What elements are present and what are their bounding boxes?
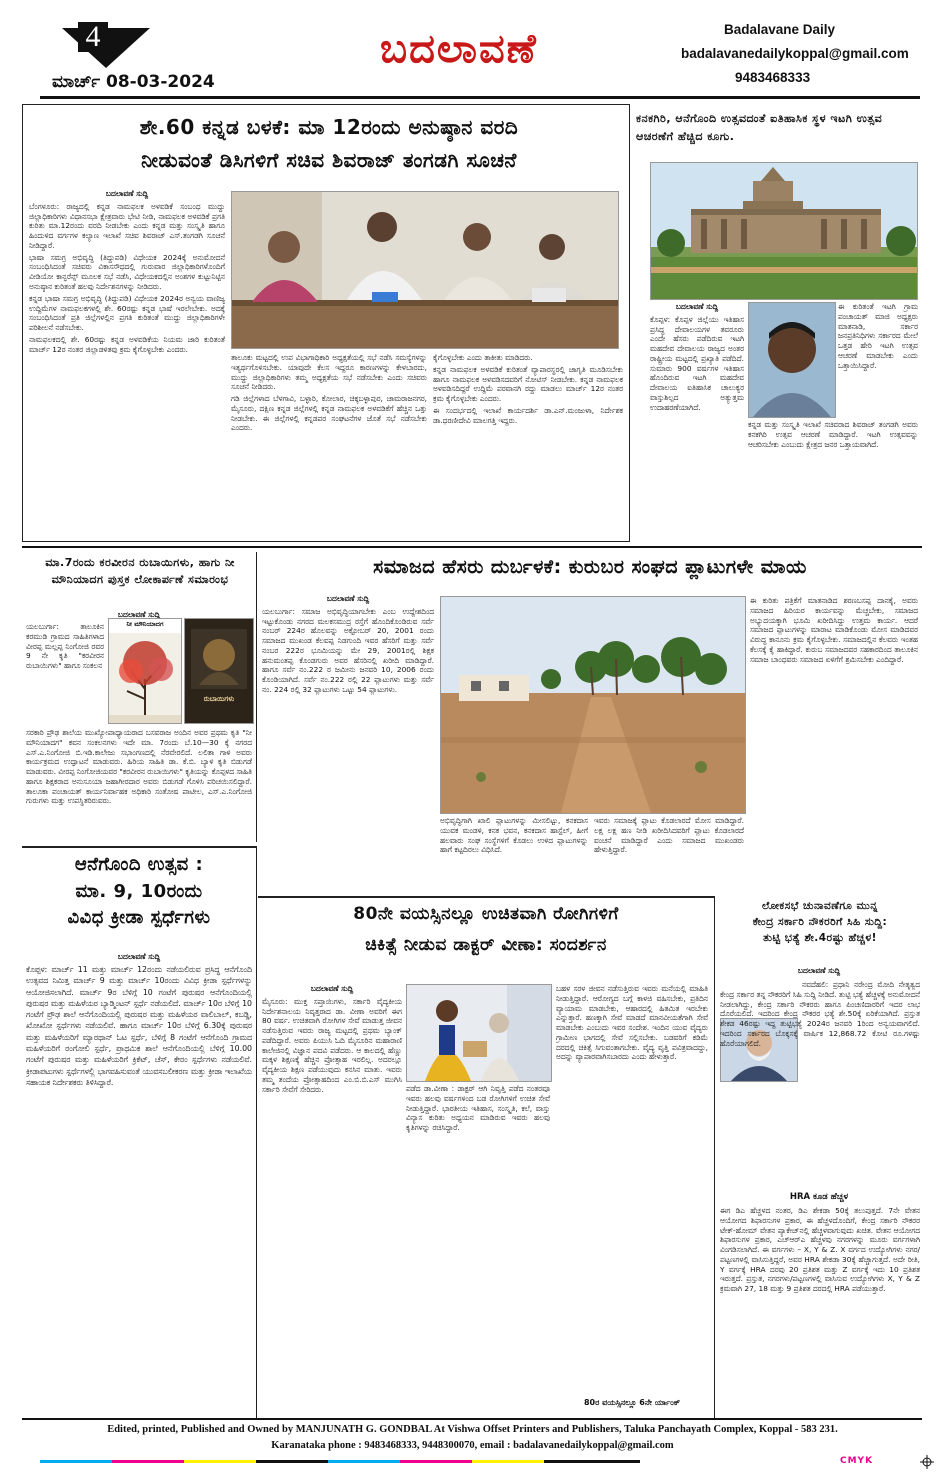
anegondi-headline xyxy=(22,854,256,930)
samaja-caption-left: ಅಭಿವೃದ್ಧಿಗಾಗಿ ಖಾಲಿ ಪ್ಲಾಟುಗಳನ್ನು ಮೀಸಲಿಟ್ಟು, ಕನಕದಾಸ ಯುವಕ ಮಂಡಳಿ, ಕನಕ ಭವನ, ಕನಕದಾಸ ಹಾಸ್ಟೆಲ್, ಹೀಗೆ ಹಲವಾರು ಸಂಘ ಸಂಸ್ಥೆಗಳಿಗೆ ಕೊಡಲು ಉಳಿದ ಪ್ಲಾಟುಗಳನ್ನು ಹಾಗೆ ಕಟ್ಟದಿರಲು ವಿಧಿಸಿದೆ. xyxy=(440,816,588,855)
samaja-headline: ಸಮಾಜದ ಹೆಸರು ದುರ್ಬಳಕೆ: ಕುರುಬರ ಸಂಘದ ಪ್ಲಾಟುಗಳೇ ಮಾಯ xyxy=(373,556,807,578)
samaja-plot-photo xyxy=(440,596,746,814)
kanakagiri-byline: ಬದಲಾವಣೆ ಸುದ್ದಿ xyxy=(675,302,719,311)
loksabha-subhead: HRA ಕೂಡ ಹೆಚ್ಚಳ xyxy=(789,1192,849,1202)
anegondi-story xyxy=(22,846,257,1420)
kanakagiri-col2 xyxy=(838,302,918,416)
kanakagiri-story xyxy=(628,104,923,540)
lead-para: ಈ ಸಂದರ್ಭದಲ್ಲಿ ಇಲಾಖೆ ಕಾರ್ಯದರ್ಶಿ ಡಾ.ಎನ್.ಮಂಜುಳಾ, ನಿರ್ದೇಶಕ ಡಾ.ಧರಣೀದೇವಿ ಮಾಲಗತ್ತಿ ಇದ್ದರು. xyxy=(433,405,623,425)
book-body: ಸರಕಾರಿ ಪ್ರೌಢ ಶಾಲೆಯ ಮುಖ್ಯೋಪಾಧ್ಯಾಯರಾದ ಬಸವರಾಜ ಅಂದಿನ ಅವರ ಪ್ರಥಮ ಕೃತಿ "ನೀ ಮೌನಿಯಾದಗ" ಕವನ ಸಂಕಲನಗಳು ಇದೇ ಮಾ. 7ರಂದು ಬೆ.10—30 ಕ್ಕೆ ನಗರದ ಎಸ್.ಎ.ನಿಂಗೋಜಿ ಬಿ.ಇಡಿ.ಕಾಲೇಜು ಸಭಾಂಗಣದಲ್ಲಿ ನೆರವೇರಲಿದೆ. ಲಲಿತಾ ಗಾಳಿ ಅವರು ಕಾರ್ಯಕ್ರಮದ ಉದ್ಘಾಟನೆ ಮಾಡುವರು. ಹಿರಿಯ ಸಾಹಿತಿ ಡಾ. ಕೆ.ಬಿ. ಬ್ಯಾಳಿ ಕೃತಿ ಬಿಡುಗಡೆ ಮಾಡುವರು. ವೀರಪ್ಪ ನಿಂಗೋಜಿಯವರ "ಕರವೀರನ ರುಬಾಯಿಗಳು" ಕೃತಿಯನ್ನು ಕೊಪ್ಪಳದ ಸಾಹಿತಿ ಹಾಗೂ ಶಿಕ್ಷಕರಾದ ಅನುಸೂಯಾ ಜಹಾಗೀರದಾರ ಅವರು ಬಿಡುಗಡೆ ಗೊಳಿಸಿ ಪರಿಚಯಿಸಲಿದ್ದಾರೆ. ತಾಲೂಕಾ ಪಂಚಾಯತ್ ಕಾರ್ಯನಿರ್ವಾಹಕ ಅಧಿಕಾರಿ ಸಂತೋಷ ಪಾಟೀಲ, ಎಸ್.ಎ.ನಿಂಗೋಜಿ ಗುರುಗಳು ಮತ್ತು ಉಪಸ್ಥಿತರಿರುವರು. xyxy=(26,728,252,806)
kanakagiri-para: ಕನ್ನಡ ಮತ್ತು ಸಂಸ್ಕೃತಿ ಇಲಾಖೆ ಸಚಿವರಾದ ಶಿವರಾಜ್ ತಂಗಡಗಿ ಅವರು ಕನಕಗಿರಿ ಉತ್ಸವ ಆಚರಣೆ ಮಾಡಿದ್ದಾರೆ. ಇಟಗಿ ಉತ್ಸವವನ್ನು ಆಚರಿಸಬೇಕು ಎಂಬುದು ಕ್ಷೇತ್ರದ ಜನರ ಒತ್ತಾಯವಾಗಿದೆ. xyxy=(748,420,918,449)
lead-col2 xyxy=(231,353,427,537)
lead-headline-line1: ಶೇ.60 ಕನ್ನಡ ಬಳಕೆ: ಮಾ 12ರಂದು ಅನುಷ್ಠಾನ ವರದಿ xyxy=(139,115,519,139)
doctor-col1 xyxy=(262,984,402,1414)
doctor-bottom-note: 80ರ ವಯಸ್ಸಿನಲ್ಲೂ 6ನೇ ರ್ಯಾಂಕ್ xyxy=(583,1398,681,1407)
lead-story xyxy=(22,104,630,542)
lead-col1 xyxy=(29,189,225,537)
lead-col3 xyxy=(433,353,623,537)
kanakagiri-headline: ಕನಕಗಿರಿ, ಆನೆಗೊಂದಿ ಉತ್ಸವದಂತೆ ಐತಿಹಾಸಿಕ ಸ್ಥಳ ಇಟಗಿ ಉತ್ಸವ ಆಚರಣೆಗೆ ಹೆಚ್ಚಿದ ಕೂಗು. xyxy=(636,112,883,144)
doctor-photo-caption: ಪಡೆದ ಡಾ.ವೀಣಾ : ಡಾಕ್ಟರ್ ಆಗಿ ನಿವೃತ್ತಿ ಪಡೆದ ನಂತರವೂ ಇವರು ಹಲವು ವರ್ಷಗಳಿಂದ ಬಡ ರೋಗಿಗಳಿಗೆ ಉಚಿತ ಸೇವೆ ನೀಡುತ್ತಿದ್ದಾರೆ. ಭಾರತೀಯ ಇತಿಹಾಸ, ಸಂಸ್ಕೃತಿ, ಕಲೆ, ವಾಸ್ತು ವಿನ್ಯಾಸ ಕುರಿತು ಅಧ್ಯಯನ ಮಾಡಿರುವ ಇವರು ಹಲವು ಕೃತಿಗಳನ್ನು ರಚಿಸಿದ್ದಾರೆ. xyxy=(406,1084,550,1133)
lead-para: ಗಡಿ ಜಿಲ್ಲೆಗಳಾದ ಬೆಳಗಾವಿ, ಬಳ್ಳಾರಿ, ಕೋಲಾರ, ಚಿಕ್ಕಬಳ್ಳಾಪುರ, ಚಾಮರಾಜನಗರ, ಮೈಸೂರು, ದಕ್ಷಿಣ ಕನ್ನಡ ಜಿಲ್ಲೆಗಳಲ್ಲಿ ಕನ್ನಡ ನಾಮಫಲಕ ಅಳವಡಿಕೆಗೆ ಹೆಚ್ಚಿನ ಒತ್ತು ನೀಡಬೇಕು. ಈ ಜಿಲ್ಲೆಗಳಲ್ಲಿ ಕನ್ನಡಪರ ಸಂಘಟನೆಗಳ ಜೊತೆ ಸಭೆ ನಡೆಸಬೇಕು ಎಂದರು. xyxy=(231,394,427,433)
doctor-story xyxy=(258,896,715,1420)
doctor-headline-line2: ಚಿಕಿತ್ಸೆ ನೀಡುವ ಡಾಕ್ಟರ್ ವೀಣಾ: ಸಂದರ್ಶನ xyxy=(365,935,607,956)
color-registration-bar xyxy=(40,1460,640,1463)
loksabha-byline: ಬದಲಾವಣೆ ಸುದ್ದಿ xyxy=(797,966,841,975)
lead-byline: ಬದಲಾವಣೆ ಸುದ್ದಿ xyxy=(105,189,149,198)
anegondi-headline-line3: ವಿವಿಧ ಕ್ರೀಡಾ ಸ್ಪರ್ಧೆಗಳು xyxy=(67,907,211,928)
kanakagiri-temple-photo xyxy=(650,162,918,300)
doctor-byline: ಬದಲಾವಣೆ ಸುದ್ದಿ xyxy=(310,984,354,993)
kanakagiri-para: ಈ ಕುರಿತಂತೆ ಇಟಗಿ ಗ್ರಾಮ ಪಂಚಾಯತ್ ಮಾಜಿ ಅಧ್ಯಕ್ಷರು ಮಾತನಾಡಿ, ಸರ್ಕಾರ ಜನಪ್ರತಿನಿಧಿಗಳು ಸರ್ಕಾರದ ಮೇಲೆ ಒತ್ತಡ ಹೇರಿ ಇಟಗಿ ಉತ್ಸವ ಆಚರಣೆ ಮಾಡಬೇಕು ಎಂದು ಒತ್ತಾಯಿಸಿದ್ದಾರೆ. xyxy=(838,302,918,370)
masthead-rule xyxy=(40,96,920,99)
samaja-byline: ಬದಲಾವಣೆ ಸುದ್ದಿ xyxy=(326,594,370,603)
book-headline: ಮಾ.7ರಂದು ಕರವೀರನ ರುಬಾಯಿಗಳು, ಹಾಗು ನೀ ಮೌನಿಯಾದಗ ಪುಸ್ತಕ ಲೋಕಾರ್ಪಣೆ ಸಮಾರಂಭ xyxy=(45,556,235,587)
page-number: 4 xyxy=(78,22,108,52)
kanakagiri-col1 xyxy=(650,302,744,536)
footer-imprint: Edited, printed, Published and Owned by MANJUNATH G. GONDBAL At Vishwa Offset Printers and Publishers, Taluka Panchayath Complex, Koppal - 583 231. xyxy=(107,1424,838,1435)
kanakagiri-portrait xyxy=(748,302,836,418)
loksabha-story xyxy=(716,896,922,1418)
loksabha-body: ನವದೆಹಲಿ: ಪ್ರಧಾನಿ ನರೇಂದ್ರ ಮೋದಿ ನೇತೃತ್ವದ ಕೇಂದ್ರ ಸರ್ಕಾರ ತನ್ನ ನೌಕರರಿಗೆ ಸಿಹಿ ಸುದ್ದಿ ನೀಡಿದೆ. ತುಟ್ಟಿ ಭತ್ಯೆ ಹೆಚ್ಚಳಕ್ಕೆ ಅನುಮೋದನೆ ನೀಡಲಾಗಿದ್ದು, ಕೇಂದ್ರ ಸರ್ಕಾರಿ ನೌಕರರು ಹಾಗೂ ಪಿಂಚಣಿದಾರರಿಗೆ ಇದರ ಲಾಭ ದೊರೆಯಲಿದೆ. ಇದರಿಂದ ಕೇಂದ್ರ ನೌಕರರ ಭತ್ಯೆ ಶೇ.50ಕ್ಕೆ ಏರಿಕೆಯಾಗಿದೆ. ಪ್ರಸ್ತುತ ಶೇಕಡ 46ರಷ್ಟು ಇದ್ದ ತುಟ್ಟಿಭತ್ಯೆ 2024ರ ಜನವರಿ 1ರಿಂದ ಅನ್ವಯವಾಗಲಿದೆ. ಇದರಿಂದ ಸರ್ಕಾರದ ಬೊಕ್ಕಸಕ್ಕೆ ವಾರ್ಷಿಕ 12,868.72 ಕೋಟಿ ರೂ.ಗಳಷ್ಟು ಹೊರೆಯಾಗಲಿದೆ. xyxy=(720,980,920,1048)
kanakagiri-col2b xyxy=(748,420,918,536)
samaja-para: ಯಲಬುರ್ಗಾ: ಸಮಾಜ ಅಭಿವೃದ್ಧಿಯಾಗಬೇಕು ಎಂಬ ಉದ್ದೇಶದಿಂದ ಇಟ್ಟುಕೊಂಡು ನಗರದ ಮಲಕಸಮುದ್ರ ರಸ್ತೆಗೆ ಹೊಂದಿಕೊಂಡಿರುವ ಸರ್ವೆ ನಂಬರ್ 224ರ ಹೊಲವನ್ನು ಅಕ್ಟೋಬರ್ 20, 2001 ರಂದು ಸಮಾಜದ ಮುಖಂಡ ಕೆಲವಪ್ಪ ನಿಡಗುಂದಿ ಇವರ ಹೆಸರಿಗೆ ಮತ್ತು ಸರ್ವೆ ನಂಬರ 222ರ ಭೂಮಿಯನ್ನು ಮೇ 29, 2001ರಲ್ಲಿ ಶಿಕ್ಷಕ ಹನುಮಂತಪ್ಪ ಕೊಂಡಗುರು ಅವರ ಹೆಸರಿನಲ್ಲಿ ಖರೀದಿ ಮಾಡಿದ್ದಾರೆ. ಹಾಗೂ ಸರ್ವೆ ನಂ.222 ರ ಜಮೀನು ಜನವರಿ 10, 2006 ರಂದು ಕೊಂಡಿಯಾಗಿದೆ. ಸರ್ವೆ ನಂ.222 ರಲ್ಲಿ 22 ಪ್ಲಾಟುಗಳು ಮತ್ತು ಸರ್ವೆ ನಂ. 224 ರಲ್ಲಿ 32 ಪ್ಲಾಟುಗಳು ಒಟ್ಟು 54 ಪ್ಲಾಟುಗಳು. xyxy=(262,606,434,695)
anegondi-headline-line2: ಮಾ. 9, 10ರಂದು xyxy=(75,880,203,902)
lead-para: ಕೈಗೊಳ್ಳಬೇಕು ಎಂದು ತಾಕೀತು ಮಾಡಿದರು. xyxy=(433,353,533,362)
lead-headline xyxy=(39,115,619,173)
loksabha-headline-line2: ಕೇಂದ್ರ ಸರ್ಕಾರಿ ನೌಕರರಿಗೆ ಸಿಹಿ ಸುದ್ದಿ: xyxy=(752,916,888,929)
english-name: Badalavane Daily xyxy=(724,22,836,37)
doctor-col3: ಬಹಳ ಸರಳ ಜೀವನ ನಡೆಸುತ್ತಿರುವ ಇವರು ಮನೆಯಲ್ಲಿ ಮಾಹಿತಿ ನೀಡುತ್ತಿದ್ದಾರೆ. ಆರೋಗ್ಯದ ಬಗ್ಗೆ ಕಾಳಜಿ ವಹಿಸಬೇಕು, ಪ್ರತಿದಿನ ವ್ಯಾಯಾಮ ಮಾಡಬೇಕು, ಆಹಾರದಲ್ಲಿ ಹಿತಮಿತ ಇರಬೇಕು ಎನ್ನುತ್ತಾರೆ. ಹಣಕ್ಕಾಗಿ ಸೇವೆ ಮಾಡದೆ ಮಾನವೀಯತೆಗಾಗಿ ಸೇವೆ ಮಾಡಬೇಕು ಎಂಬುದು ಇವರ ಸಂದೇಶ. ಇಂದಿನ ಯುವ ವೈದ್ಯರು ಗ್ರಾಮೀಣ ಭಾಗದಲ್ಲಿ ಸೇವೆ ಸಲ್ಲಿಸಬೇಕು. ಬಡವರಿಗೆ ಕಡಿಮೆ ದರದಲ್ಲಿ ಚಿಕಿತ್ಸೆ ಸಿಗುವಂತಾಗಬೇಕು. ವೈದ್ಯ ವೃತ್ತಿ ಪವಿತ್ರವಾದದ್ದು, ಅದನ್ನು ವ್ಯಾಪಾರವಾಗಿಸಬಾರದು ಎಂದು ಹೇಳುತ್ತಾರೆ. xyxy=(556,984,708,1062)
registration-crosshair-icon xyxy=(920,1454,934,1468)
doctor-headline-line1: 80ನೇ ವಯಸ್ಸಿನಲ್ಲೂ ಉಚಿತವಾಗಿ ರೋಗಿಗಳಿಗೆ xyxy=(353,904,619,924)
footer xyxy=(0,1418,945,1475)
masthead xyxy=(0,0,945,100)
book-cover-2 xyxy=(184,618,254,724)
anegondi-body: ಕೊಪ್ಪಳ: ಮಾರ್ಚ್ 11 ಮತ್ತು ಮಾರ್ಚ್ 12ರಂದು ನಡೆಯಲಿರುವ ಪ್ರಸಿದ್ಧ ಆನೆಗೊಂದಿ ಉತ್ಸವದ ನಿಮಿತ್ತ ಮಾರ್ಚ್ 9 ಮತ್ತು ಮಾರ್ಚ್ 10ರಂದು ವಿವಿಧ ಕ್ರೀಡಾ ಸ್ಪರ್ಧೆಗಳನ್ನು ಆಯೋಜಿಸಲಾಗಿದೆ. ಮಾರ್ಚ್ 9ರ ಬೆಳಿಗ್ಗೆ 10 ಗಂಟೆಗೆ ಪುರುಷರ ಆನೆಗೊಂದಿಯಲ್ಲಿ ಪುರುಷರ ಮತ್ತು ಮಹಿಳೆಯರ ಬ್ಯಾಡ್ಮಿಂಟನ್ ಸ್ಪರ್ಧೆ ನಡೆಯಲಿದೆ. ಮಾರ್ಚ್ 10ರ ಬೆಳಿಗ್ಗೆ 10 ಗಂಟೆಗೆ ಪ್ರೌಢ ಶಾಲೆ ಆನೆಗೊಂದಿಯಲ್ಲಿ ಪುರುಷರ ಮತ್ತು ಮಹಿಳೆಯರ ವಾಲಿಬಾಲ್, ಕಬಡ್ಡಿ, ಖೋಖೋ ಸ್ಪರ್ಧೆಗಳು ನಡೆಯಲಿವೆ. ಹಾಗೂ ಮಾರ್ಚ್ 10ರ ಬೆಳಿಗ್ಗೆ 6.30ಕ್ಕೆ ಪುರುಷರ ಮತ್ತು ಮಹಿಳೆಯರಿಗೆ ಮ್ಯಾರಥಾನ್ ಓಟ ಸ್ಪರ್ಧೆ, ಬೆಳಿಗ್ಗೆ 8 ಗಂಟೆಗೆ ಆನೆಗೊಂದಿ ಗ್ರಾಮದ ಮಹಿಳೆಯರಿಗೆ ರಂಗೋಲಿ ಸ್ಪರ್ಧೆ, ಪ್ರಾಥಮಿಕ ಶಾಲೆ ಆನೆಗೊಂದಿಯಲ್ಲಿ ಬೆಳಿಗ್ಗೆ 10.00 ಗಂಟೆಗೆ ಪುರುಷರ ಮತ್ತು ಮಹಿಳೆಯರಿಗೆ ಕ್ರಿಕೆಟ್, ಚೆಸ್, ಕೇರಂ ಸ್ಪರ್ಧೆಗಳು ನಡೆಯಲಿವೆ. ಕ್ರೀಡಾಪಟುಗಳು ಸ್ಪರ್ಧೆಗಳಲ್ಲಿ ಭಾಗವಹಿಸುವಂತೆ ಯುವಸಬಲೀಕರಣ ಮತ್ತು ಕ್ರೀಡಾ ಇಲಾಖೆಯ ಸಹಾಯಕ ನಿರ್ದೇಶಕರು ತಿಳಿಸಿದ್ದಾರೆ. xyxy=(26,965,252,1087)
footer-rule xyxy=(22,1418,922,1420)
anegondi-byline: ಬದಲಾವಣೆ ಸುದ್ದಿ xyxy=(117,952,161,961)
doctor-para: ಮೈಸೂರು: ಮುಕ್ತ ಸಪ್ತಾಯಿಗಳು, ಸರ್ಕಾರಿ ವೈದ್ಯಕೀಯ ನಿರ್ದೇಶನಾಲಯ ನಿವೃತ್ತರಾದ ಡಾ. ವೀಣಾ ಅವರಿಗೆ ಈಗ 80 ವರ್ಷ. ಉಚಿತವಾಗಿ ರೋಗಿಗಳ ಸೇವೆ ಮಾಡುತ್ತ ಜೀವನ ನಡೆಸುತ್ತಿರುವ ಇವರು ರಾಜ್ಯ ಮಟ್ಟದಲ್ಲಿ ಪ್ರಥಮ ಬ್ಯಾಂಕ್ ಪಡೆದಿದ್ದಾರೆ. ಅವರು ಪಿಯುಸಿ ಓದಿ ಮೈಸೂರಿನ ಮಹಾರಾಣಿ ಕಾಲೇಜಿನಲ್ಲಿ ವಿಜ್ಞಾನ ಪದವಿ ಪಡೆದರು. ಆ ಕಾಲದಲ್ಲಿ ಹೆಣ್ಣು ಮಕ್ಕಳ ಶಿಕ್ಷಣಕ್ಕೆ ಹೆಚ್ಚಿನ ಪ್ರೋತ್ಸಾಹ ಇರಲಿಲ್ಲ. ಅದರಲ್ಲೂ ವೈದ್ಯಕೀಯ ಶಿಕ್ಷಣ ಪಡೆಯುವುದು ಕನಸಿನ ಮಾತು. ಇವರು ತಮ್ಮ ತಂದೆಯ ಪ್ರೋತ್ಸಾಹದಿಂದ ಎಂ.ಬಿ.ಬಿ.ಎಸ್ ಮುಗಿಸಿ ಸರ್ಕಾರಿ ಸೇವೆಗೆ ಸೇರಿದರು. xyxy=(262,996,402,1094)
doctor-award-photo xyxy=(406,984,552,1082)
lead-para: ಬೆಂಗಳೂರು: ರಾಜ್ಯದಲ್ಲಿ ಕನ್ನಡ ನಾಮಫಲಕ ಅಳವಡಿಕೆ ಸಂಬಂಧ ಮುದ್ದು ಜಿಲ್ಲಾಧಿಕಾರಿಗಳು ವಿಧಾನಸಭಾ ಕ್ಷೇತ್ರವಾರು ಭೇಟಿ ನೀಡಿ, ನಾಮಫಲಕ ಅಳವಡಿಕೆ ಪ್ರಗತಿ ಕುರಿತು ಮಾ.12ರಂದು ವರದಿ ನೀಡಬೇಕು ಎಂದು ಕನ್ನಡ ಮತ್ತು ಸಂಸ್ಕೃತಿ ಹಾಗೂ ಹಿಂದುಳಿದ ವರ್ಗಗಳ ಕಲ್ಯಾಣ ಇಲಾಖೆ ಸಚಿವ ಶಿವರಾಜ್ ಎಸ್.ತಂಗಡಗಿ ಸೂಚನೆ ನೀಡಿದ್ದಾರೆ. xyxy=(29,201,225,250)
lead-para: ನಾಮಫಲಕದಲ್ಲಿ ಶೇ. 60ರಷ್ಟು ಕನ್ನಡ ಅಳವಡಿಕೆಯ ನಿಯಮ ಜಾರಿ ಕುರಿತಂತೆ ಮಾರ್ಚ್ 12ರ ನಂತರ ಜಿಲ್ಲಾಡಳಿತವು ಕ್ರಮ ಕೈಗೊಳ್ಳಬೇಕು ಎಂದರು. xyxy=(29,334,225,354)
lead-para: ಭಾಷಾ ಸಮಗ್ರ ಅಭಿವೃದ್ಧಿ (ತಿದ್ದುಪಡಿ) ವಿಧೇಯಕ 2024ಕ್ಕೆ ಅನುಮೋದನೆ ಸಂಬಂಧಿಸಿದಂತೆ ಸಚಿವರು ವಿಕಾಸಸೌಧದಲ್ಲಿ ಗುರುವಾರ ಜಿಲ್ಲಾಧಿಕಾರಿಗಳೊಂದಿಗೆ ವೀಡಿಯೋ ಕಾನ್ಫರೆನ್ಸ್ ಮೂಲಕ ಸಭೆ ನಡೆಸಿ, ವಿಧೇಯಕದಲ್ಲಿನ ಅಂಶಗಳ ಕುಟ್ಟುನಿಟ್ಟಿನ ಅನುಷ್ಠಾನ ಕುರಿತಂತೆ ಹಲವು ನಿರ್ದೇಶನಗಳನ್ನು ನೀಡಿದರು. xyxy=(29,252,225,292)
loksabha-headline-line3: ತುಟ್ಟಿ ಭತ್ಯೆ ಶೇ.4ರಷ್ಟು ಹೆಚ್ಚಳ! xyxy=(763,932,877,945)
book-intro: ಯಲಬುರ್ಗಾ: ತಾಲೂಕಿನ ಕರಮುಡಿ ಗ್ರಾಮದ ಸಾಹಿತಿಗಳಾದ ವೀರಪ್ಪ ಮಲ್ಲಪ್ಪ ನಿಂಗೋಜಿ ರವರ 9 ನೇ ಕೃತಿ "ಕರವೀರನ ರುಬಾಯಿಗಳು" ಹಾಗೂ ಸಂಕಲನ xyxy=(26,622,104,671)
lead-para: ತಾಲೂಕು ಮಟ್ಟದಲ್ಲಿ ಉಪ ವಿಭಾಗಾಧಿಕಾರಿ ಅಧ್ಯಕ್ಷತೆಯಲ್ಲಿ ಸಭೆ ನಡೆಸಿ ಸಮಸ್ಯೆಗಳನ್ನು ಇತ್ಯರ್ಥಗೊಳಿಸಬೇಕು. ಯಾವುದೇ ಕೆಲಸ ಇದ್ದರೂ ಕಾರಣಗಳನ್ನು ಕೇಳಬಾರದು, ಮುದ್ದು ಜಿಲ್ಲಾಧಿಕಾರಿಗಳು ತಮ್ಮ ಅಧ್ಯಕ್ಷತೆಯ ಸಭೆ ನಡೆಸಬೇಕು ಎಂದು ಸಚಿವರು ಸೂಚನೆ ನೀಡಿದರು. xyxy=(231,353,427,392)
book-cover-1-title: ನೀ ಮೌನಿಯಾದಗ xyxy=(126,620,164,628)
issue-date: ಮಾರ್ಚ್ 08-03-2024 xyxy=(52,72,215,92)
lead-headline-line2: ನೀಡುವಂತೆ ಡಿಸಿಗಳಿಗೆ ಸಚಿವ ಶಿವರಾಜ್ ತಂಗಡಗಿ ಸೂಚನೆ xyxy=(141,148,517,172)
lead-para: ಕನ್ನಡ ಭಾಷಾ ಸಮಗ್ರ ಅಭಿವೃದ್ಧಿ (ತಿದ್ದುಪಡಿ) ವಿಧೇಯಕ 2024ರ ಅನ್ವಯ ವಾಣಿಜ್ಯ ಉದ್ದಿಮೆಗಳ ನಾಮಫಲಕಗಳಲ್ಲಿ ಶೇ. 60ರಷ್ಟು ಕನ್ನಡ ಭಾಷೆ ಇರಲೇಬೇಕು. ಅದಕ್ಕೆ ಸಂಬಂಧಿಸಿದಂತೆ ಪ್ರತಿ ಜಿಲ್ಲೆಗಳಲ್ಲಿನ ಪ್ರಗತಿ ಕುರಿತಂತೆ ಮುದ್ದು ಜಿಲ್ಲಾಧಿಕಾರಿಗಳೇ ಪರಿಶೀಲನೆ ನಡೆಸಬೇಕು. xyxy=(29,293,225,333)
samaja-col1 xyxy=(262,594,434,886)
lead-photo-meeting xyxy=(231,191,619,349)
section-rule xyxy=(22,546,922,548)
book-cover-1 xyxy=(108,618,182,724)
lead-para: ಕನ್ನಡ ನಾಮಫಲಕ ಅಳವಡಿಕೆ ಕುರಿತಂತೆ ವ್ಯಾಪಾರಸ್ಥರಲ್ಲಿ ಜಾಗೃತಿ ಮೂಡಿಸಬೇಕು ಹಾಗೂ ನಾಮಫಲಕ ಅಳವಡಿಸದವರಿಗೆ ನೋಟಿಸ್ ನೀಡಬೇಕು. ಕನ್ನಡ ನಾಮಫಲಕ ಅಳವಡಿಸದಿದ್ದರೆ ಉದ್ದಿಮೆ ಪರವಾನಗಿ ರದ್ದು ಮಾಡಲು ಮಾರ್ಚ್ 12ರ ನಂತರ ಕ್ರಮ ಕೈಗೊಳ್ಳಬೇಕು ಎಂದರು. xyxy=(433,364,623,404)
doctor-headline xyxy=(262,904,710,957)
loksabha-body2: ಈಗ ಡಿಎ ಹೆಚ್ಚಳದ ನಂತರ, ಡಿಎ ಶೇಕಡಾ 50ಕ್ಕೆ ತಲುಪುತ್ತದೆ. 7ನೇ ವೇತನ ಆಯೋಗದ ಶಿಫಾರಸುಗಳ ಪ್ರಕಾರ, ಈ ಹೆಚ್ಚಳದೊಂದಿಗೆ, ಕೇಂದ್ರ ಸರ್ಕಾರಿ ನೌಕರರ ಟೇಕ್-ಹೋಮ್ ವೇತನ ಪ್ಯಾಕೇಜ್‌ನಲ್ಲಿ ಹೆಚ್ಚಳವಾಗುವುದು ಖಚಿತ. ವೇತನ ಆಯೋಗದ ಶಿಫಾರಸುಗಳ ಪ್ರಕಾರ, ಎಚ್‌ಆರ್‌ಎ ಹೆಚ್ಚಳವು ನಗರಗಳನ್ನು ಮೂರು ವರ್ಗಗಳಾಗಿ ವಿಂಗಡಿಸಲಾಗಿದೆ. ಈ ವರ್ಗಗಳು – X, Y & Z. X ವರ್ಗದ ಉದ್ಯೋಗಿಗಳು ನಗರ/ಪಟ್ಟಣಗಳಲ್ಲಿ ವಾಸಿಸುತ್ತಿದ್ದರೆ, ಅವರ HRA ಶೇಕಡಾ 30ಕ್ಕೆ ಹೆಚ್ಚಾಗುತ್ತದೆ. ಅದೇ ರೀತಿ, Y ವರ್ಗಕ್ಕೆ HRA ದರವು 20 ಪ್ರತಿಶತ ಮತ್ತು Z ವರ್ಗಕ್ಕೆ ಇದು 10 ಪ್ರತಿಶತ ಇರುತ್ತದೆ. ಪ್ರಸ್ತುತ, ನಗರಗಳು/ಪಟ್ಟಣಗಳಲ್ಲಿ ವಾಸಿಸುವ ಉದ್ಯೋಗಿಗಳು X, Y & Z ಕ್ರಮವಾಗಿ 27, 18 ಮತ್ತು 9 ಪ್ರತಿಶತ ದರದಲ್ಲಿ HRA ಪಡೆಯುತ್ತಾರೆ. xyxy=(720,1206,920,1294)
loksabha-headline-line1: ಲೋಕಸಭೆ ಚುನಾವಣೆಗೂ ಮುನ್ನ xyxy=(761,900,879,912)
paper-name-logo: ಬದಲಾವಣೆ xyxy=(380,26,538,72)
samaja-story xyxy=(258,552,922,890)
book-story xyxy=(22,552,257,842)
footer-contact: Karanataka phone : 9483468333, 9448300070, email : badalavanedailykoppal@gmail.com xyxy=(271,1440,674,1451)
kanakagiri-para: ಕೊಪ್ಪಳ: ಕೊಪ್ಪಳ ಜಿಲ್ಲೆಯು ಇತಿಹಾಸ ಪ್ರಸಿದ್ಧ ದೇವಾಲಯಗಳ ತವರೂರು ಎಂದೇ ಹೆಸರು ಪಡೆದಿರುವ ಇಟಗಿ ಮಹದೇವ ದೇವಾಲಯ ರಾಜ್ಯದ ಅಂತರ ರಾಷ್ಟ್ರೀಯ ಮಟ್ಟದಲ್ಲಿ ಪ್ರಖ್ಯಾತಿ ಪಡೆದಿದೆ. ಸುಮಾರು 900 ವರ್ಷಗಳ ಇತಿಹಾಸ ಹೊಂದಿರುವ ಇಟಗಿ ಮಹದೇವ ದೇವಾಲಯ ಐತಿಹಾಸಿಕ ಚಾಲುಕ್ಯರ ವಾಸ್ತುಶಿಲ್ಪದ ಅತ್ಯುತ್ತಮ ಉದಾಹರಣೆಯಾಗಿದೆ. xyxy=(650,314,744,412)
masthead-phone: 9483468333 xyxy=(735,70,811,85)
loksabha-headline xyxy=(718,900,922,945)
anegondi-headline-line1: ಆನೆಗೊಂದಿ ಉತ್ಸವ : xyxy=(74,854,204,875)
samaja-caption-right: ಇವರು ಸಮಾಜಕ್ಕೆ ಪ್ಲಾಟು ಕೊಡಲಾರದೆ ಮೋಸ ಮಾಡಿದ್ದಾರೆ. ಲಕ್ಷ ಲಕ್ಷ ಹಣ ನೀಡಿ ಖರೀದಿಸಿದವರಿಗೆ ಪ್ಲಾಟು ಕೊಡಲಾರದೆ ವಂಚನೆ ಮಾಡಿದ್ದಾರೆ ಎಂದು ಸಮಾಜದ ಮುಖಂಡರು ಹೇಳುತ್ತಿದ್ದಾರೆ. xyxy=(594,816,744,855)
cmyk-mark: CMYK xyxy=(840,1456,874,1466)
book-cover-2-title: ರುಬಾಯಿಗಳು xyxy=(203,695,235,703)
samaja-col3: ಈ ಕುರಿತು ಪತ್ರಿಕೆಗೆ ಮಾತನಾಡಿದ ಶರಣಬಸಪ್ಪ ದಾನಕೈ, ಅವರು ಸಮಾಜದ ಹಿರಿಯರ ಕಾರ್ಯವನ್ನು ಮೆಚ್ಚಬೇಕು, ಸಮಾಜದ ಅಭ್ಯುದಯಕ್ಕಾಗಿ ಭೂಮಿ ಖರೀದಿಸಿದ್ದು ಉತ್ತಮ ಕಾರ್ಯ. ಆದರೆ ಸಮಾಜದ ಪ್ಲಾಟುಗಳನ್ನು ಮಾರಾಟ ಮಾಡಿಕೊಂಡು ಮೋಸ ಮಾಡಿದವರ ವಿರುದ್ಧ ಕಾನೂನು ಕ್ರಮ ಕೈಗೊಳ್ಳಬೇಕು. ಸಮಾಜದಲ್ಲಿನ ಕೆಲವರು ಇಂತಹ ಕೆಲಸಕ್ಕೆ ಕೈ ಹಾಕಿದ್ದಾರೆ. ಕುರುಬ ಸಮಾಜದವರ ಸಹಕಾರದಿಂದ ತಾಲೂಕಿನ ಸಮಾಜ ಬಾಂಧವರು ಸಮಾಜದ ಏಳಿಗೆಗೆ ಶ್ರಮಿಸಬೇಕು ಎಂದಿದ್ದಾರೆ. xyxy=(750,596,918,664)
book-byline: ಬದಲಾವಣೆ ಸುದ್ದಿ xyxy=(117,610,161,619)
masthead-email[interactable]: badalavanedailykoppal@gmail.com xyxy=(681,46,909,61)
